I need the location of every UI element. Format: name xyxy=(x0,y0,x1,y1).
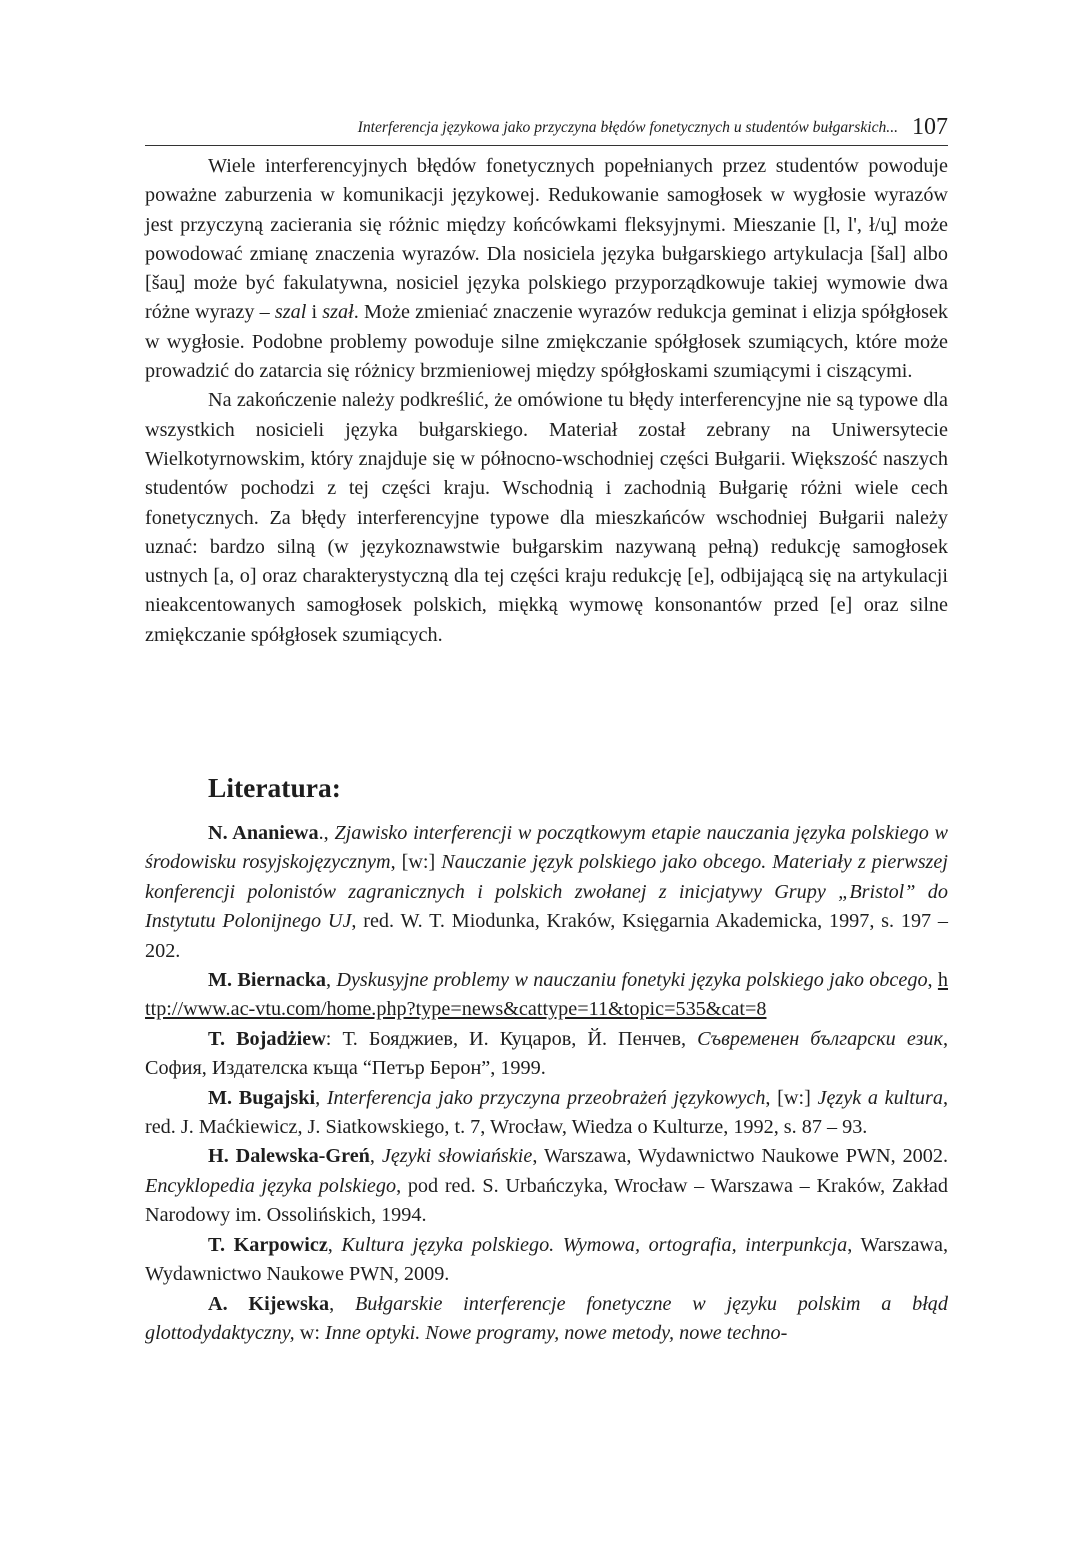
ref-text: , red. W. T. Miodunka, Kraków, Księgarnia Akademicka, 1997, s. 197 – 202. xyxy=(145,910,948,962)
ref-author: T. Bojadżiew xyxy=(208,1027,326,1050)
ref-title: Interferencja jako przyczyna przeobrażeń językowych xyxy=(326,1086,766,1109)
ref-text: , xyxy=(329,1292,355,1315)
ref-text: , xyxy=(327,1233,342,1256)
ref-text: , red. J. Maćkiewicz, J. Siatkowskiego, t. 7, Wrocław, Wiedza o Kulturze, 1992, s. 87 – 93. xyxy=(145,1086,949,1139)
literature-heading: Literatura: xyxy=(208,772,341,803)
paragraph-1-italic-szal2: szał xyxy=(322,301,354,324)
main-text xyxy=(145,152,948,650)
ref-text: , xyxy=(315,1086,327,1109)
reference-entry xyxy=(145,966,948,1025)
ref-author: N. Ananiewa xyxy=(208,822,319,844)
ref-text: , xyxy=(326,969,337,992)
ref-text: , Warszawa, Wydawnictwo Naukowe PWN, 2009. xyxy=(145,1233,948,1286)
ref-title: Kultura języka polskiego. Wymowa, ortografia, interpunkcja xyxy=(341,1233,848,1256)
running-header xyxy=(145,113,948,146)
ref-title: Inne optyki. Nowe programy, nowe metody, nowe techno- xyxy=(324,1321,788,1344)
reference-entry xyxy=(145,1084,948,1143)
reference-entry xyxy=(145,819,948,966)
reference-entry xyxy=(145,1142,948,1230)
reference-list xyxy=(145,819,948,1348)
ref-text: ., xyxy=(318,822,335,844)
paragraph-1-italic-szal: szal xyxy=(274,301,307,324)
page-number: 107 xyxy=(912,114,948,140)
ref-text: : Т. Бояджиев, И. Куцаров, Й. Пенчев, xyxy=(325,1027,698,1050)
ref-author: M. Biernacka xyxy=(208,969,327,992)
ref-author: H. Dalewska-Greń xyxy=(208,1145,370,1168)
ref-text: w: xyxy=(294,1321,325,1344)
ref-url-link[interactable]: http://www.ac-vtu.com/home.php?type=news&cattype=11&topic=535&cat=8 xyxy=(145,969,949,1021)
reference-entry xyxy=(145,1231,948,1290)
reference-entry xyxy=(145,1025,948,1084)
paragraph-2: Na zakończenie należy podkreślić, że omówione tu błędy interferencyjne nie są typowe dla wszystkich nosicieli języka bułgarskiego. Materiał został zebrany na Uniwersytecie Wielkotyrnowskim, który znajduje się w północno-wschodniej części Bułgarii. Większość naszych studentów pochodzi z tej części kraju. Wschodnią i zachodnią Bułgarię różni wiele cech fonetycznych. Za błędy interferencyjne typowe dla mieszkańców wschodniej Bułgarii należy uznać: bardzo silną (w językoznawstwie bułgarskim nazywaną pełną) redukcję samogłosek ustnych [a, o] oraz charakterystyczną dla tej części kraju redukcję [e], odbijającą się na artykulacji nieakcentowanych samogłosek polskich, miękką wymowę konsonantów przed [e] oraz silne zmiękczanie spółgłosek szumiących. xyxy=(145,389,948,646)
ref-title: Encyklopedia języka polskiego xyxy=(145,1174,397,1197)
ref-text: , Warszawa, Wydawnictwo Naukowe PWN, 2002. xyxy=(532,1145,948,1168)
paragraph-1-text-b: i xyxy=(306,301,323,324)
ref-text: , [w:] xyxy=(765,1086,818,1109)
ref-title: Dyskusyjne problemy w nauczaniu fonetyki języka polskiego jako obcego xyxy=(336,969,928,992)
running-title: Interferencja językowa jako przyczyna błędów fonetycznych u studentów bułgarskich... xyxy=(357,119,898,136)
paragraph-1-text-a: Wiele interferencyjnych błędów fonetycznych popełnianych przez studentów powoduje poważne zaburzenia w komunikacji językowej. Redukowanie samogłosek w wygłosie wyrazów jest przyczyną zacierania się różnic między końcówkami fleksyjnymi. Mieszanie [l, l', ł/u̯] może powodować zmianę znaczenia wyrazów. Dla nosiciela języka bułgarskiego artykulacja [šal] albo [šau̯] może być fakulatywna, nosiciel języka polskiego przyporządkowuje takiej wymowie dwa różne wyrazy – xyxy=(145,155,948,324)
ref-title: Nauczanie język polskiego jako obcego. Materiały z pierwszej konferencji polonistów zagranicznych i polskich zwołanej z inicjatywy Grupy „Bristol” do Instytutu Polonijnego UJ xyxy=(145,851,948,933)
ref-title: Bułgarskie interferencje fonetyczne w języku polskim a błąd glottodydaktyczny, xyxy=(145,1292,948,1344)
ref-author: T. Karpowicz xyxy=(208,1233,328,1256)
reference-entry xyxy=(145,1290,948,1349)
ref-title: Języki słowiańskie xyxy=(381,1145,533,1168)
ref-author: M. Bugajski xyxy=(208,1086,316,1109)
ref-title: Język a kultura xyxy=(817,1086,943,1109)
paragraph-1-text-c: . Może zmieniać znaczenie wyrazów redukcja geminat i elizja spółgłosek w wygłosie. Podobne problemy powoduje silne zmiękczanie spółgłosek szumiących, które może prowadzić do zatarcia się różnicy brzmieniowej między spółgłoskami szumiącymi i ciszącymi. xyxy=(145,301,948,383)
ref-text: , xyxy=(369,1145,382,1168)
ref-title: Zjawisko interferencji w początkowym etapie nauczania języka polskiego w środowisku rosyjskojęzycznym xyxy=(145,822,949,874)
ref-text: , София, Издателска къща “Петър Берон”, 1999. xyxy=(145,1027,948,1080)
ref-text: , xyxy=(927,969,938,992)
ref-title: Съвременен български език xyxy=(697,1027,943,1050)
ref-author: A. Kijewska xyxy=(208,1292,330,1315)
ref-text: , [w:] xyxy=(390,851,442,874)
paragraph-1 xyxy=(145,152,948,386)
ref-text: , pod red. S. Urbańczyka, Wrocław – Warszawa – Kraków, Zakład Narodowy im. Ossolińskich, 1994. xyxy=(145,1174,948,1227)
